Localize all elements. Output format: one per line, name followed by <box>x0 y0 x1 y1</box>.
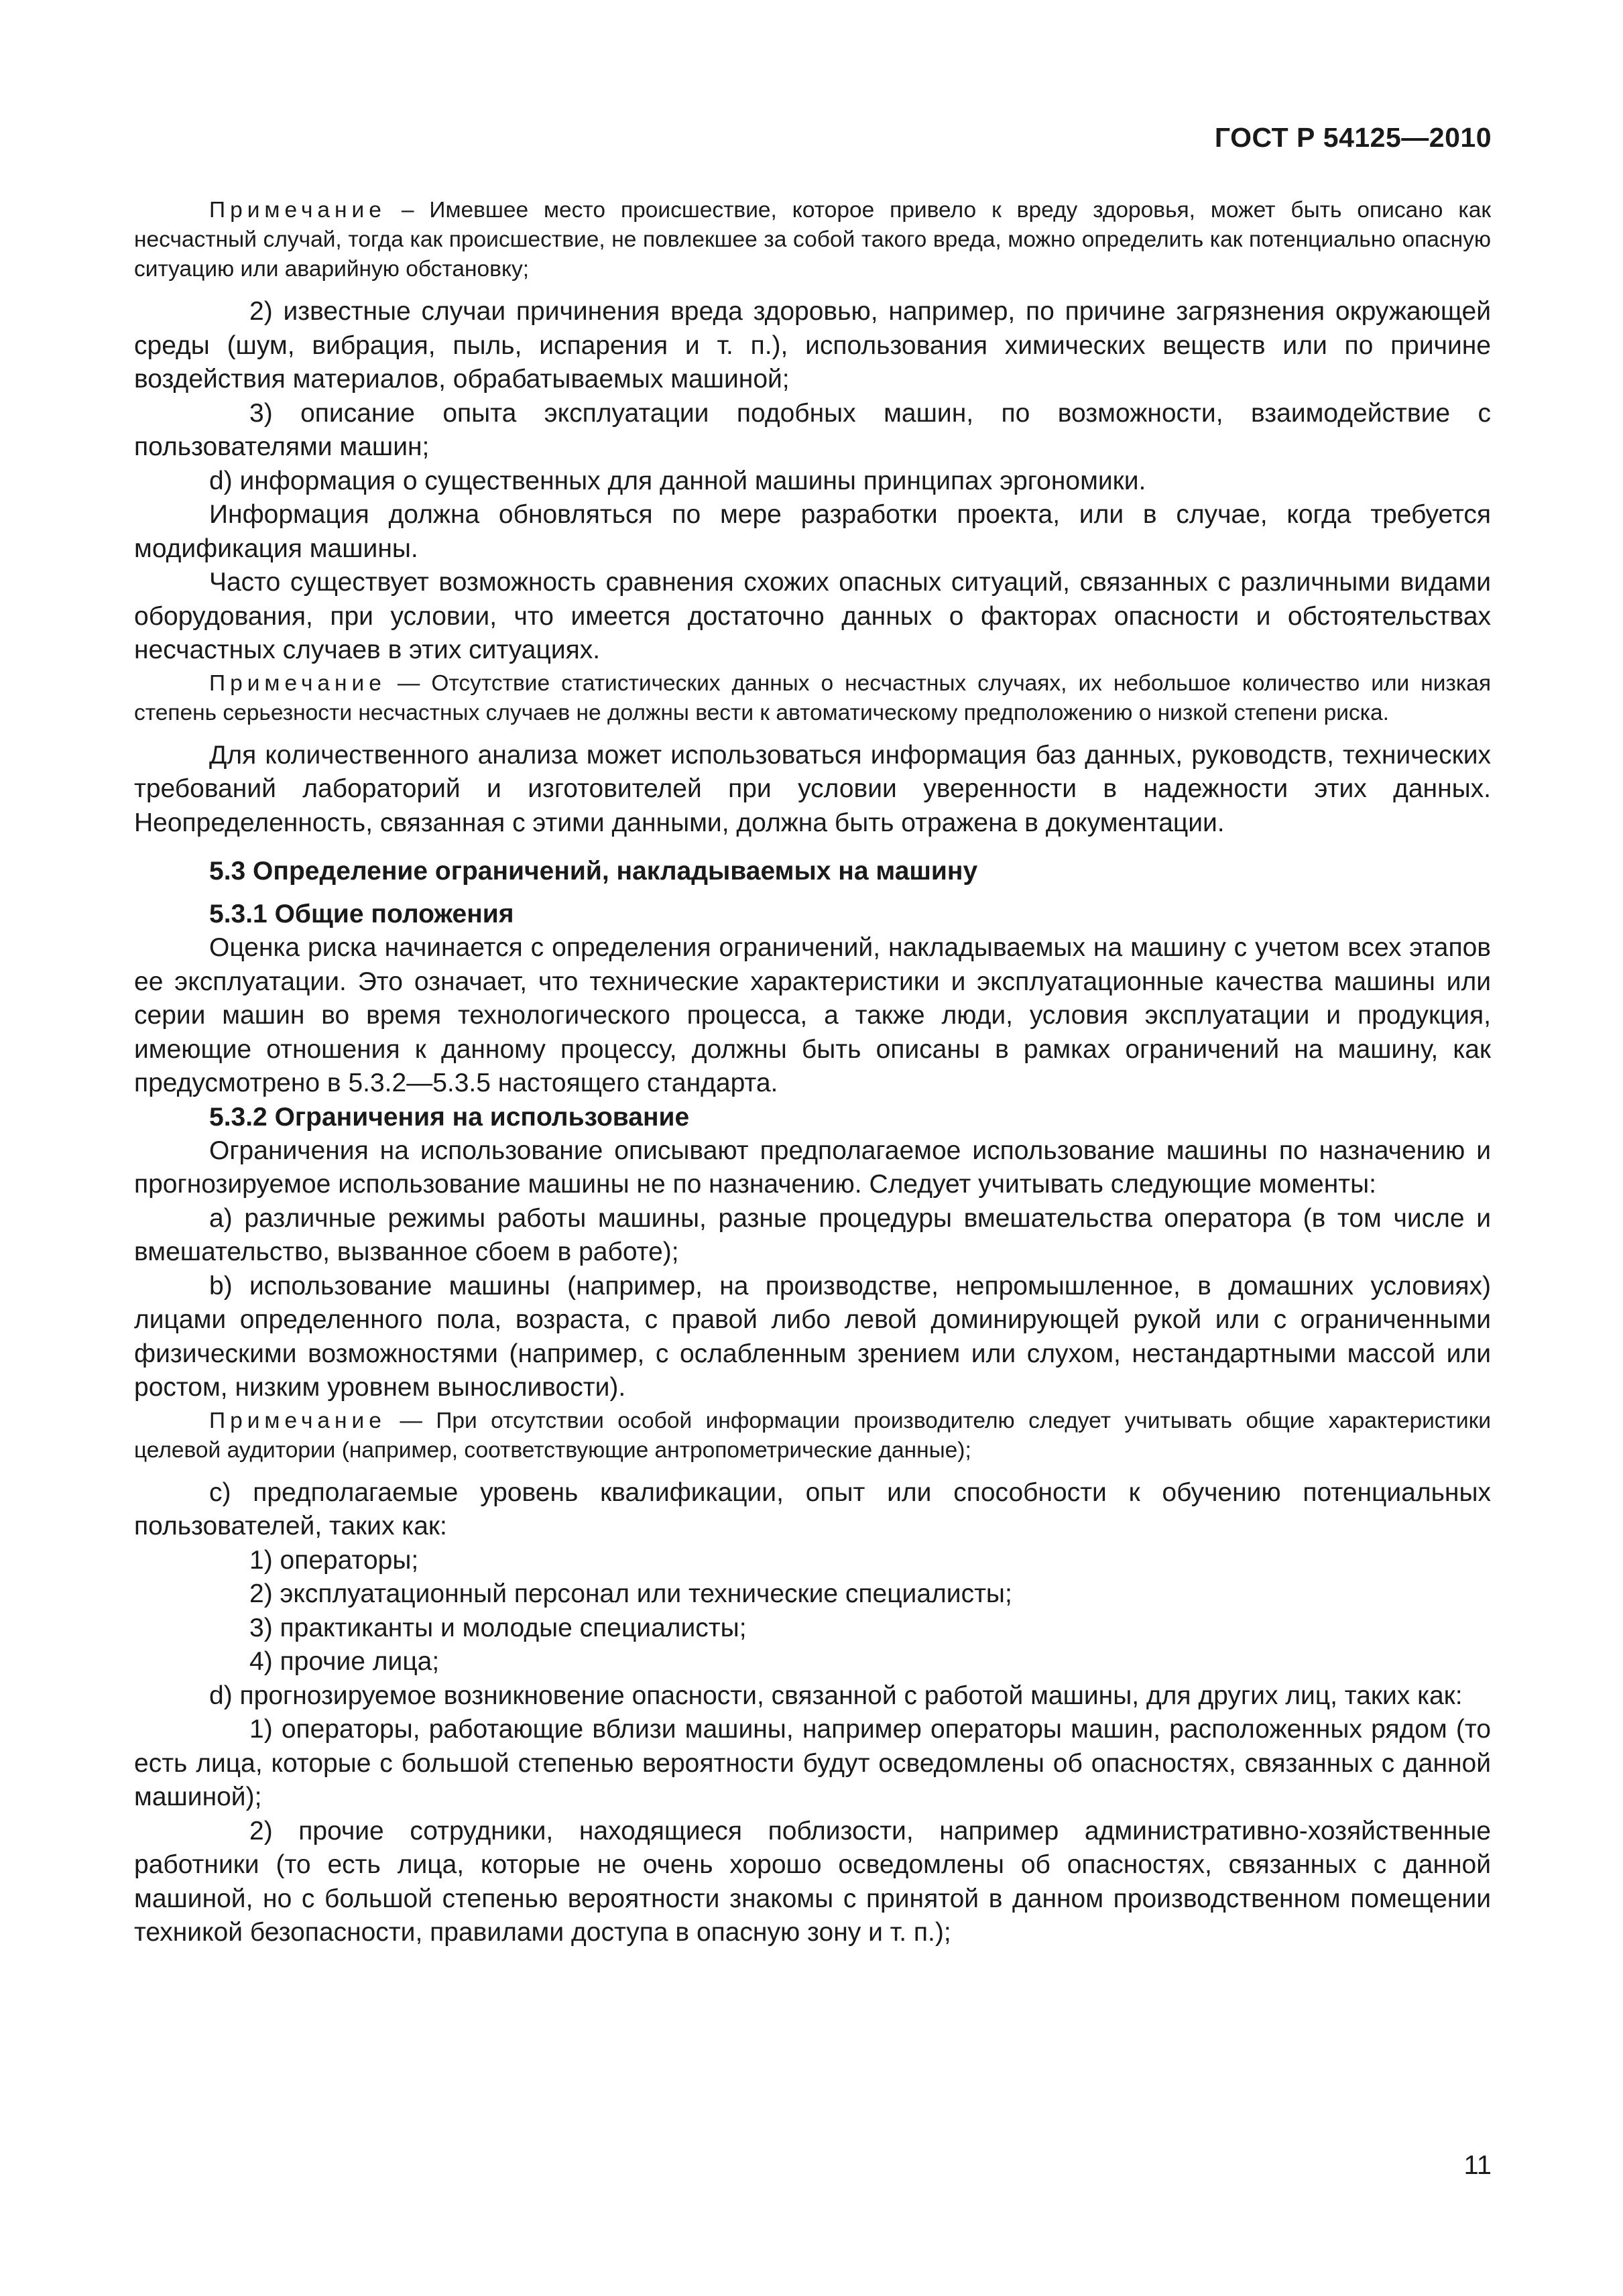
list-subitem: 4) прочие лица; <box>249 1647 440 1676</box>
body-paragraph: Часто существует возможность сравнения схожих опасных ситуаций, связанных с различными видами оборудования, при условии, что имеется достаточно данных о факторах опасности и обстоятельствах несчастных случаев в этих ситуациях. <box>134 568 1491 664</box>
list-subitem: 2) прочие сотрудники, находящиеся поблизости, например административно-хозяйственные работники (то есть лица, которые не очень хорошо осведомлены об опасностях, связанных с данной машиной, но с большой степенью вероятности знакомы с принятой в данном производственном помещении техникой безопасности, правилами доступа в опасную зону и т. п.); <box>134 1816 1491 1947</box>
list-subitem: 3) описание опыта эксплуатации подобных машин, по возможности, взаимодействие с пользователями машин; <box>134 398 1491 461</box>
body-paragraph: a) различные режимы работы машины, разные процедуры вмешательства оператора (в том числе и вмешательство, вызванное сбоем в работе); <box>134 1203 1491 1266</box>
note-label: Примечание <box>209 198 386 223</box>
document-body <box>134 194 1491 1950</box>
note-text: Имевшее место происшествие, которое привело к вреду здоровья, может быть описано как несчастный случай, тогда как происшествие, не повлекшее за собой такого вреда, можно определить как потенциально опасную ситуацию или аварийную обстановку; <box>134 198 1491 282</box>
section-heading: 5.3.2 Ограничения на использование <box>209 1102 690 1132</box>
body-paragraph: Для количественного анализа может использоваться информация баз данных, руководств, технических требований лабораторий и изготовителей при условии уверенности в надежности этих данных. Неопределенность, связанная с этими данными, должна быть отражена в документации. <box>134 740 1491 837</box>
note-paragraph <box>134 196 1491 284</box>
section-heading: 5.3.1 Общие положения <box>209 900 514 928</box>
note-text: Отсутствие статистических данных о несчастных случаях, их небольшое количество или низкая степень серьезности несчастных случаев не должны вести к автоматическому предположению о низкой степени риска. <box>134 670 1491 725</box>
body-paragraph: d) информация о существенных для данной машины принципах эргономики. <box>209 466 1146 495</box>
list-subitem: 1) операторы; <box>249 1545 419 1575</box>
note-label: Примечание <box>209 1408 386 1433</box>
note-paragraph <box>134 1406 1491 1465</box>
body-paragraph: c) предполагаемые уровень квалификации, опыт или способности к обучению потенциальных пользователей, таких как: <box>134 1477 1491 1540</box>
list-subitem: 3) практиканты и молодые специалисты; <box>249 1613 747 1642</box>
body-paragraph: d) прогнозируемое возникновение опасности, связанной с работой машины, для других лиц, таких как: <box>209 1681 1463 1710</box>
note-label: Примечание <box>209 670 386 696</box>
list-subitem: 2) известные случаи причинения вреда здоровью, например, по причине загрязнения окружающей среды (шум, вибрация, пыль, испарения и т. п.), использования химических веществ или по причине воздействия материалов, обрабатываемых машиной; <box>134 297 1491 394</box>
note-separator: — <box>385 1408 436 1433</box>
body-paragraph: Ограничения на использование описывают предполагаемое использование машины по назначению и прогнозируемое использование машины не по назначению. Следует учитывать следующие моменты: <box>134 1136 1491 1199</box>
note-text: При отсутствии особой информации производителю следует учитывать общие характеристики целевой аудитории (например, соответствующие антропометрические данные); <box>134 1408 1491 1463</box>
list-subitem: 1) операторы, работающие вблизи машины, например операторы машин, расположенных рядом (то есть лица, которые с большой степенью вероятности будут осведомлены об опасностях, связанных с данной машиной); <box>134 1715 1491 1811</box>
body-paragraph: b) использование машины (например, на производстве, непромышленное, в домашних условиях) лицами определенного пола, возраста, с правой либо левой доминирующей рукой или с ограниченными физическими возможностями (например, с ослабленным зрением или слухом, нестандартными массой или ростом, низким уровнем выносливости). <box>134 1271 1491 1402</box>
note-separator: — <box>385 670 432 696</box>
note-paragraph <box>134 669 1491 728</box>
body-paragraph: Информация должна обновляться по мере разработки проекта, или в случае, когда требуется модификация машины. <box>134 500 1491 563</box>
section-heading: 5.3 Определение ограничений, накладываемых на машину <box>209 857 978 886</box>
list-subitem: 2) эксплуатационный персонал или технические специалисты; <box>249 1579 1012 1608</box>
document-standard-id: ГОСТ Р 54125—2010 <box>1214 122 1492 153</box>
page-number: 11 <box>1463 2151 1492 2180</box>
body-paragraph: Оценка риска начинается с определения ограничений, накладываемых на машину с учетом всех этапов ее эксплуатации. Это означает, что технические характеристики и эксплуатационные качества машины или серии машин во время технологического процесса, а также люди, условия эксплуатации и продукция, имеющие отношения к данному процессу, должны быть описаны в рамках ограничений на машину, как предусмотрено в 5.3.2—5.3.5 настоящего стандарта. <box>134 933 1491 1097</box>
note-separator: – <box>385 198 430 223</box>
